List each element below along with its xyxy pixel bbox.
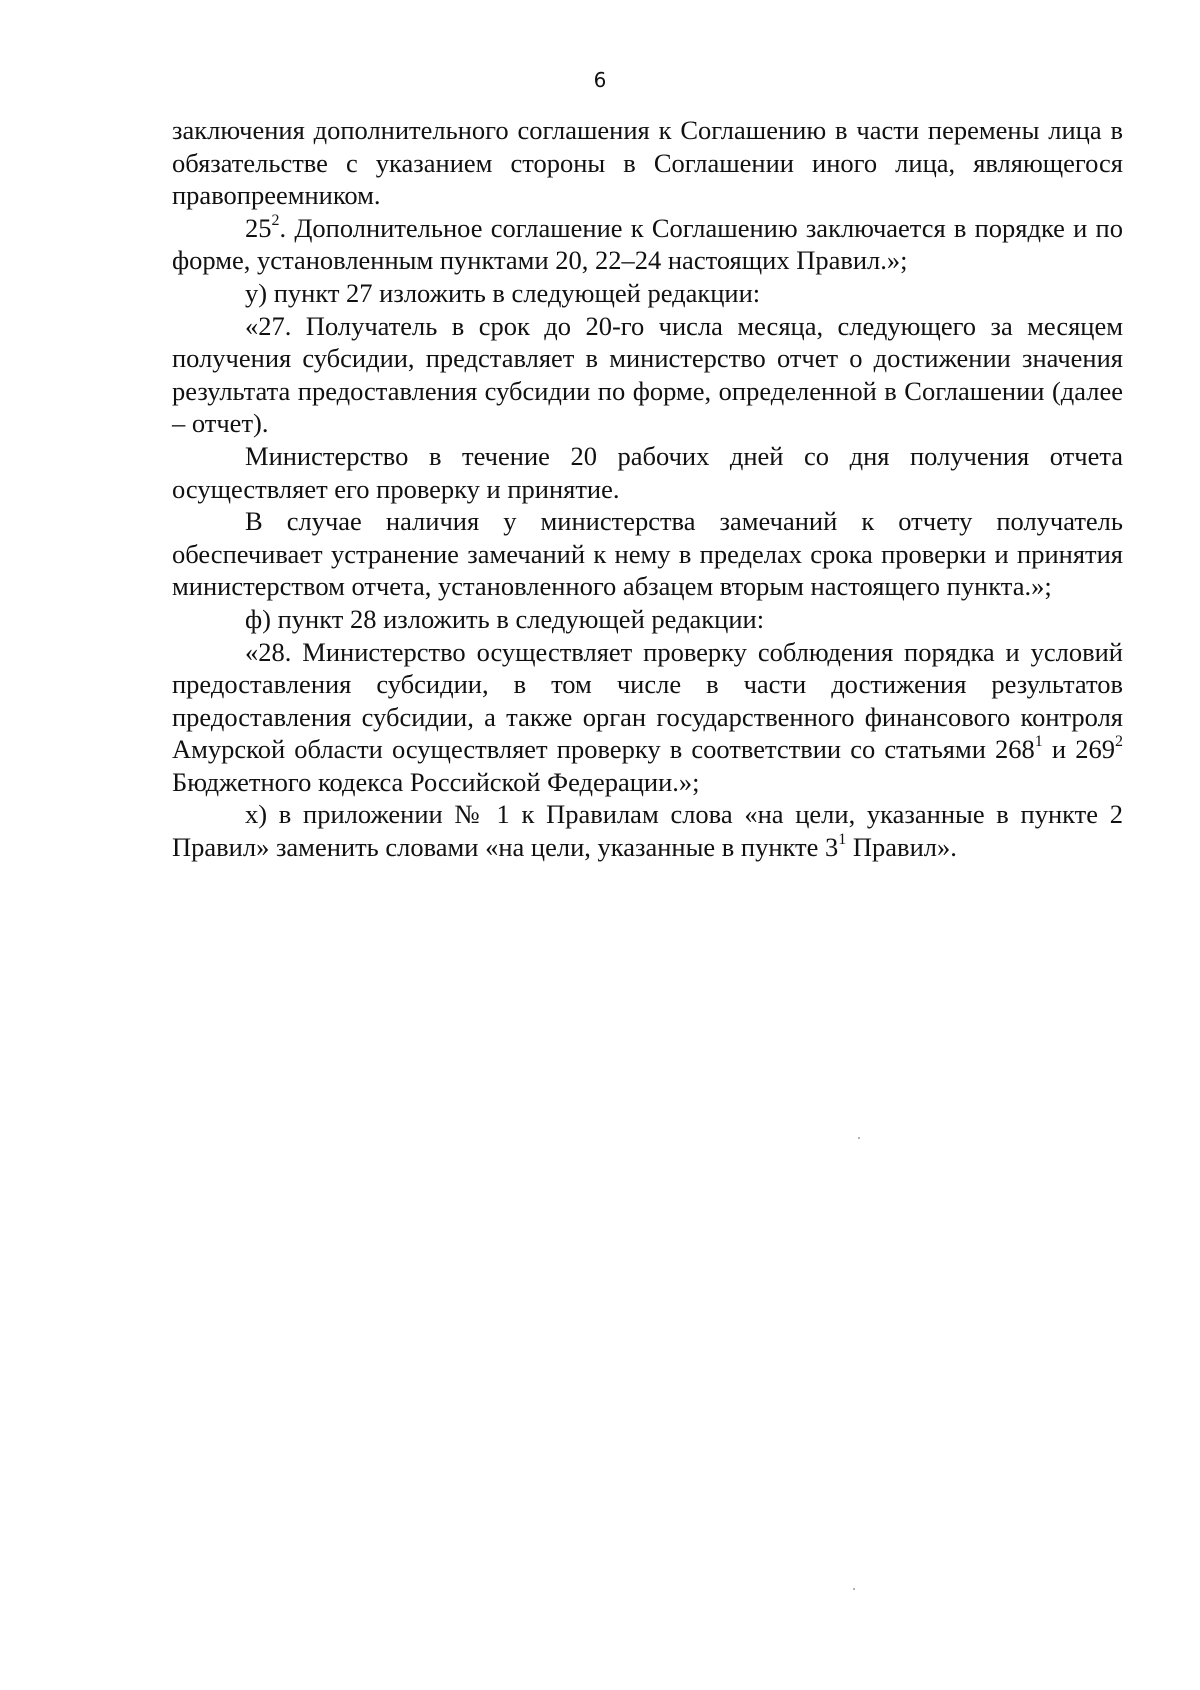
paragraph-text: у) пункт 27 изложить в следующей редакции: — [245, 277, 761, 308]
paragraph-text: 25 — [245, 212, 272, 243]
paragraph — [172, 310, 1123, 440]
paragraph-text: Правил». — [846, 832, 957, 863]
paragraph-text: . Дополнительное соглашение к Соглашению заключается в порядке и по форме, установленным пунктами 20, 22–24 настоящих Правил.»; — [172, 212, 1123, 276]
superscript-text: 2 — [1115, 733, 1123, 751]
scan-speck — [858, 1137, 860, 1139]
paragraph-text: и 269 — [1042, 734, 1115, 765]
paragraph-text: заключения дополнительного соглашения к Соглашению в части перемены лица в обязательстве с указанием стороны в Соглашении иного лица, являющегося правопреемником. — [172, 115, 1123, 211]
paragraph — [172, 603, 1123, 636]
paragraph — [172, 505, 1123, 603]
paragraph — [172, 798, 1123, 863]
paragraph-text: ф) пункт 28 изложить в следующей редакции: — [245, 603, 765, 634]
paragraph-text: Министерство в течение 20 рабочих дней со дня получения отчета осуществляет его проверку и принятие. — [172, 440, 1123, 504]
paragraph — [172, 212, 1123, 277]
paragraph — [172, 277, 1123, 310]
superscript-text: 1 — [838, 831, 847, 849]
page-number: 6 — [593, 68, 607, 92]
superscript-text: 1 — [1034, 733, 1043, 751]
superscript-text: 2 — [271, 211, 280, 229]
scan-speck — [853, 1588, 855, 1590]
paragraph-text: В случае наличия у министерства замечаний к отчету получатель обеспечивает устранение замечаний к нему в пределах срока проверки и принятия министерством отчета, установленного абзацем вторым настоящего пункта.»; — [172, 506, 1123, 602]
paragraph — [172, 636, 1123, 799]
paragraph-text: Бюджетного кодекса Российской Федерации.»; — [172, 766, 700, 797]
paragraph-text: «28. Министерство осуществляет проверку соблюдения порядка и условий предоставления субсидии, в том числе в части достижения результатов предоставления субсидии, а также орган государственного финансового контроля Амурской области осуществляет проверку в соответствии со статьями 268 — [172, 636, 1123, 765]
document-body — [172, 114, 1123, 864]
paragraph — [172, 440, 1123, 505]
paragraph — [172, 114, 1123, 212]
paragraph-text: х) в приложении № 1 к Правилам слова «на цели, указанные в пункте 2 Правил» заменить словами «на цели, указанные в пункте 3 — [172, 799, 1123, 863]
paragraph-text: «27. Получатель в срок до 20-го числа месяца, следующего за месяцем получения субсидии, представляет в министерство отчет о достижении значения результата предоставления субсидии по форме, определенной в Соглашении (далее – отчет). — [172, 310, 1123, 439]
